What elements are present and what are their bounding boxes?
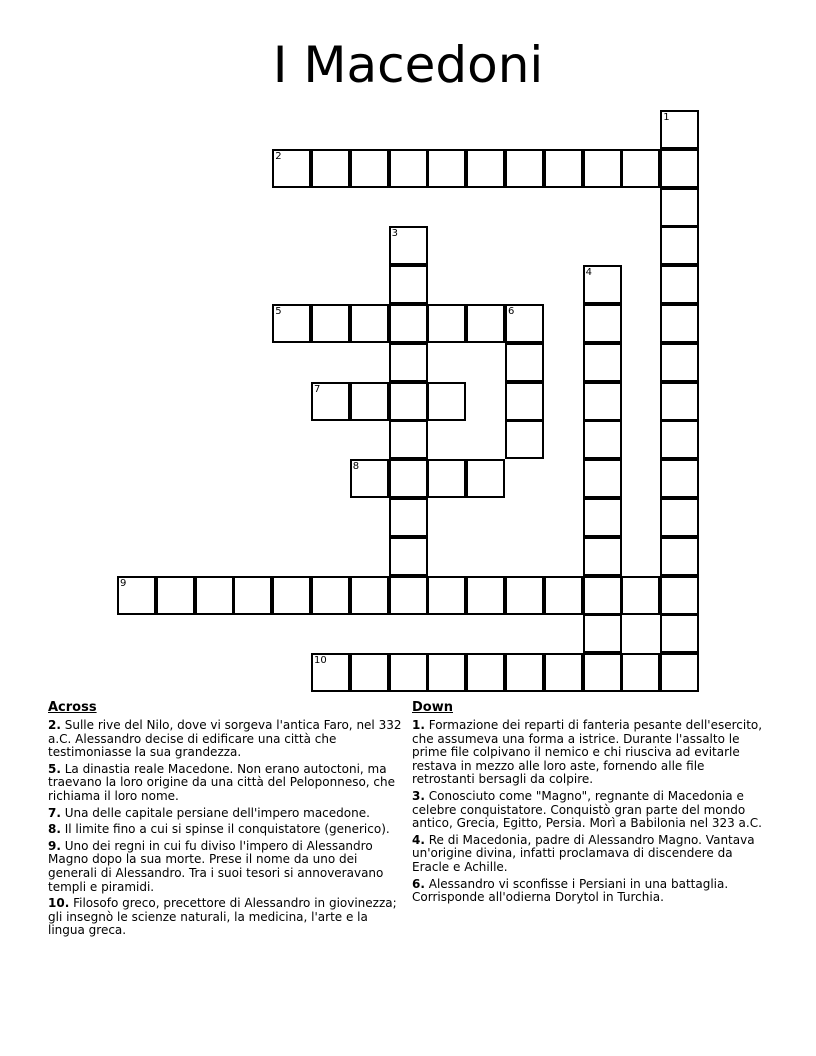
- puzzle-title: I Macedoni: [272, 36, 544, 94]
- clue-item: [48, 840, 404, 894]
- clue-number: 8.: [48, 822, 61, 837]
- grid-cell[interactable]: [117, 576, 156, 615]
- clue-item: [412, 790, 768, 831]
- grid-cell[interactable]: [350, 576, 389, 615]
- clue-item: [48, 823, 404, 837]
- grid-cell[interactable]: [389, 265, 428, 304]
- clue-number-label: 9: [120, 577, 127, 589]
- clue-text: Uno dei regni in cui fu diviso l'impero di Alessandro Magno dopo la sua morte. Prese il nome da uno dei generali di Alessandro. Tra i suoi tesori si annoveravano templi e piramidi.: [48, 838, 384, 894]
- grid-cell[interactable]: [389, 576, 428, 615]
- grid-cell[interactable]: [311, 382, 350, 421]
- grid-cell[interactable]: [660, 382, 699, 421]
- grid-cell[interactable]: [583, 420, 622, 459]
- grid-cell[interactable]: [195, 576, 234, 615]
- grid-cell[interactable]: [660, 537, 699, 576]
- clue-number: 3.: [412, 788, 425, 803]
- across-clues: [48, 700, 404, 941]
- clue-number-label: 8: [352, 461, 360, 473]
- grid-cell[interactable]: [660, 576, 699, 615]
- clue-item: [48, 763, 404, 804]
- clue-text: Re di Macedonia, padre di Alessandro Magno. Vantava un'origine divina, infatti proclamava di discendere da Eracle e Achille.: [412, 832, 755, 874]
- clue-text: Una delle capitale persiane dell'impero macedone.: [60, 805, 370, 820]
- grid-cell[interactable]: [660, 498, 699, 537]
- clue-text: Sulle rive del Nilo, dove vi sorgeva l'antica Faro, nel 332 a.C. Alessandro decise di edificare una città che testimoniasse la sua grandezza.: [48, 718, 402, 760]
- clue-item: [48, 719, 404, 760]
- clue-number-label: 7: [314, 383, 321, 395]
- grid-cell[interactable]: [389, 226, 428, 265]
- grid-cell[interactable]: [427, 459, 466, 498]
- clue-text: Il limite fino a cui si spinse il conquistatore (generico).: [60, 822, 390, 837]
- grid-cell[interactable]: [505, 304, 544, 343]
- clue-number: 4.: [412, 832, 425, 847]
- clue-number: 1.: [412, 718, 425, 732]
- grid-cell[interactable]: [583, 304, 622, 343]
- grid-cell[interactable]: [311, 304, 350, 343]
- grid-cell[interactable]: [466, 304, 505, 343]
- grid-cell[interactable]: [505, 576, 544, 615]
- clue-text: Formazione dei reparti di fanteria pesante dell'esercito, che assumeva una forma a istrice. Durante l'assalto le prime file colpivano il nemico e chi riusciva ad evitarle restava in mezzo alle loro aste, fornendo alle file retrostanti bersagli da colpire.: [412, 718, 763, 787]
- clue-item: [48, 897, 404, 938]
- clue-number: 10.: [48, 896, 70, 911]
- grid-cell[interactable]: [427, 304, 466, 343]
- clue-number-label: 4: [585, 267, 592, 279]
- clue-number-label: 6: [508, 306, 515, 317]
- grid-cell[interactable]: [583, 614, 622, 653]
- grid-cell[interactable]: [544, 149, 583, 188]
- grid-cell[interactable]: [350, 149, 389, 188]
- grid-cell[interactable]: [350, 382, 389, 421]
- clue-number: 5.: [48, 761, 61, 776]
- grid-cell[interactable]: [583, 343, 622, 382]
- grid-cell[interactable]: [272, 149, 311, 188]
- across-clue-list: [48, 719, 404, 938]
- grid-cell[interactable]: [583, 653, 622, 692]
- down-clues: [412, 700, 768, 908]
- grid-cell[interactable]: [466, 459, 505, 498]
- grid-cell[interactable]: [660, 420, 699, 459]
- grid-cell[interactable]: [544, 576, 583, 615]
- grid-cell[interactable]: [505, 382, 544, 421]
- grid-cell[interactable]: [466, 149, 505, 188]
- grid-cell[interactable]: [389, 653, 428, 692]
- grid-cell[interactable]: [660, 653, 699, 692]
- grid-cell[interactable]: [505, 420, 544, 459]
- clue-item: [412, 878, 768, 905]
- grid-cell[interactable]: [389, 343, 428, 382]
- grid-cell[interactable]: [660, 149, 699, 188]
- grid-cell[interactable]: [350, 459, 389, 498]
- clue-number: 7.: [48, 805, 61, 820]
- grid-cell[interactable]: [427, 149, 466, 188]
- clue-number-label: 5: [275, 306, 282, 317]
- grid-cell[interactable]: [350, 304, 389, 343]
- grid-cell[interactable]: [660, 265, 699, 304]
- grid-cell[interactable]: [505, 653, 544, 692]
- clue-number: 6.: [412, 876, 425, 891]
- grid-cell[interactable]: [389, 304, 428, 343]
- clue-item: [48, 807, 404, 821]
- grid-cell[interactable]: [389, 498, 428, 537]
- grid-cell[interactable]: [427, 576, 466, 615]
- grid-cell[interactable]: [660, 614, 699, 653]
- grid-cell[interactable]: [156, 576, 195, 615]
- clue-number: 2.: [48, 718, 61, 732]
- grid-cell[interactable]: [660, 226, 699, 265]
- grid-cell[interactable]: [583, 498, 622, 537]
- grid-cell[interactable]: [660, 343, 699, 382]
- clue-text: Filosofo greco, precettore di Alessandro in giovinezza; gli insegnò le scienze naturali, la medicina, l'arte e la lingua greca.: [48, 896, 397, 938]
- grid-cell[interactable]: [350, 653, 389, 692]
- grid-cell[interactable]: [621, 149, 660, 188]
- grid-cell[interactable]: [660, 110, 699, 149]
- clue-number: 9.: [48, 838, 61, 853]
- grid-cell[interactable]: [583, 265, 622, 304]
- grid-cell[interactable]: [621, 653, 660, 692]
- grid-cell[interactable]: [389, 149, 428, 188]
- clue-number-label: 10: [314, 655, 327, 667]
- grid-cell[interactable]: [583, 576, 622, 615]
- grid-cell[interactable]: [505, 343, 544, 382]
- grid-cell[interactable]: [621, 576, 660, 615]
- grid-cell[interactable]: [583, 459, 622, 498]
- grid-cell[interactable]: [389, 537, 428, 576]
- grid-cell[interactable]: [389, 420, 428, 459]
- down-heading: Down: [412, 700, 453, 715]
- grid-cell[interactable]: [660, 188, 699, 227]
- grid-cell[interactable]: [466, 576, 505, 615]
- grid-cell[interactable]: [311, 576, 350, 615]
- grid-cell[interactable]: [272, 304, 311, 343]
- clue-text: La dinastia reale Macedone. Non erano autoctoni, ma traevano la loro origine da una città del Peloponneso, che richiama il loro nome.: [48, 761, 396, 803]
- grid-cell[interactable]: [466, 653, 505, 692]
- across-heading: Across: [48, 700, 97, 715]
- grid-cell[interactable]: [583, 537, 622, 576]
- grid-cell[interactable]: [505, 149, 544, 188]
- grid-cell[interactable]: [660, 459, 699, 498]
- clue-number-label: 1: [663, 112, 670, 123]
- clue-text: Conosciuto come "Magno", regnante di Macedonia e celebre conquistatore. Conquistò gran parte del mondo antico, Grecia, Egitto, Persia. Morì a Babilonia nel 323 a.C.: [412, 788, 762, 831]
- clue-item: [412, 834, 768, 875]
- grid-cell[interactable]: [272, 576, 311, 615]
- grid-cell[interactable]: [311, 149, 350, 188]
- grid-cell[interactable]: [660, 304, 699, 343]
- grid-cell[interactable]: [583, 149, 622, 188]
- clue-text: Alessandro vi sconfisse i Persiani in una battaglia. Corrisponde all'odierna Dorytol in Turchia.: [412, 876, 729, 905]
- grid-cell[interactable]: [389, 459, 428, 498]
- grid-cell[interactable]: [544, 653, 583, 692]
- grid-cell[interactable]: [311, 653, 350, 692]
- grid-cell[interactable]: [233, 576, 272, 615]
- grid-cell[interactable]: [583, 382, 622, 421]
- clue-number-label: 2: [275, 150, 282, 162]
- grid-cell[interactable]: [427, 653, 466, 692]
- clue-number-label: 3: [391, 228, 398, 240]
- clue-item: [412, 719, 768, 787]
- grid-cell[interactable]: [389, 382, 428, 421]
- grid-cell[interactable]: [427, 382, 466, 421]
- down-clue-list: [412, 719, 768, 905]
